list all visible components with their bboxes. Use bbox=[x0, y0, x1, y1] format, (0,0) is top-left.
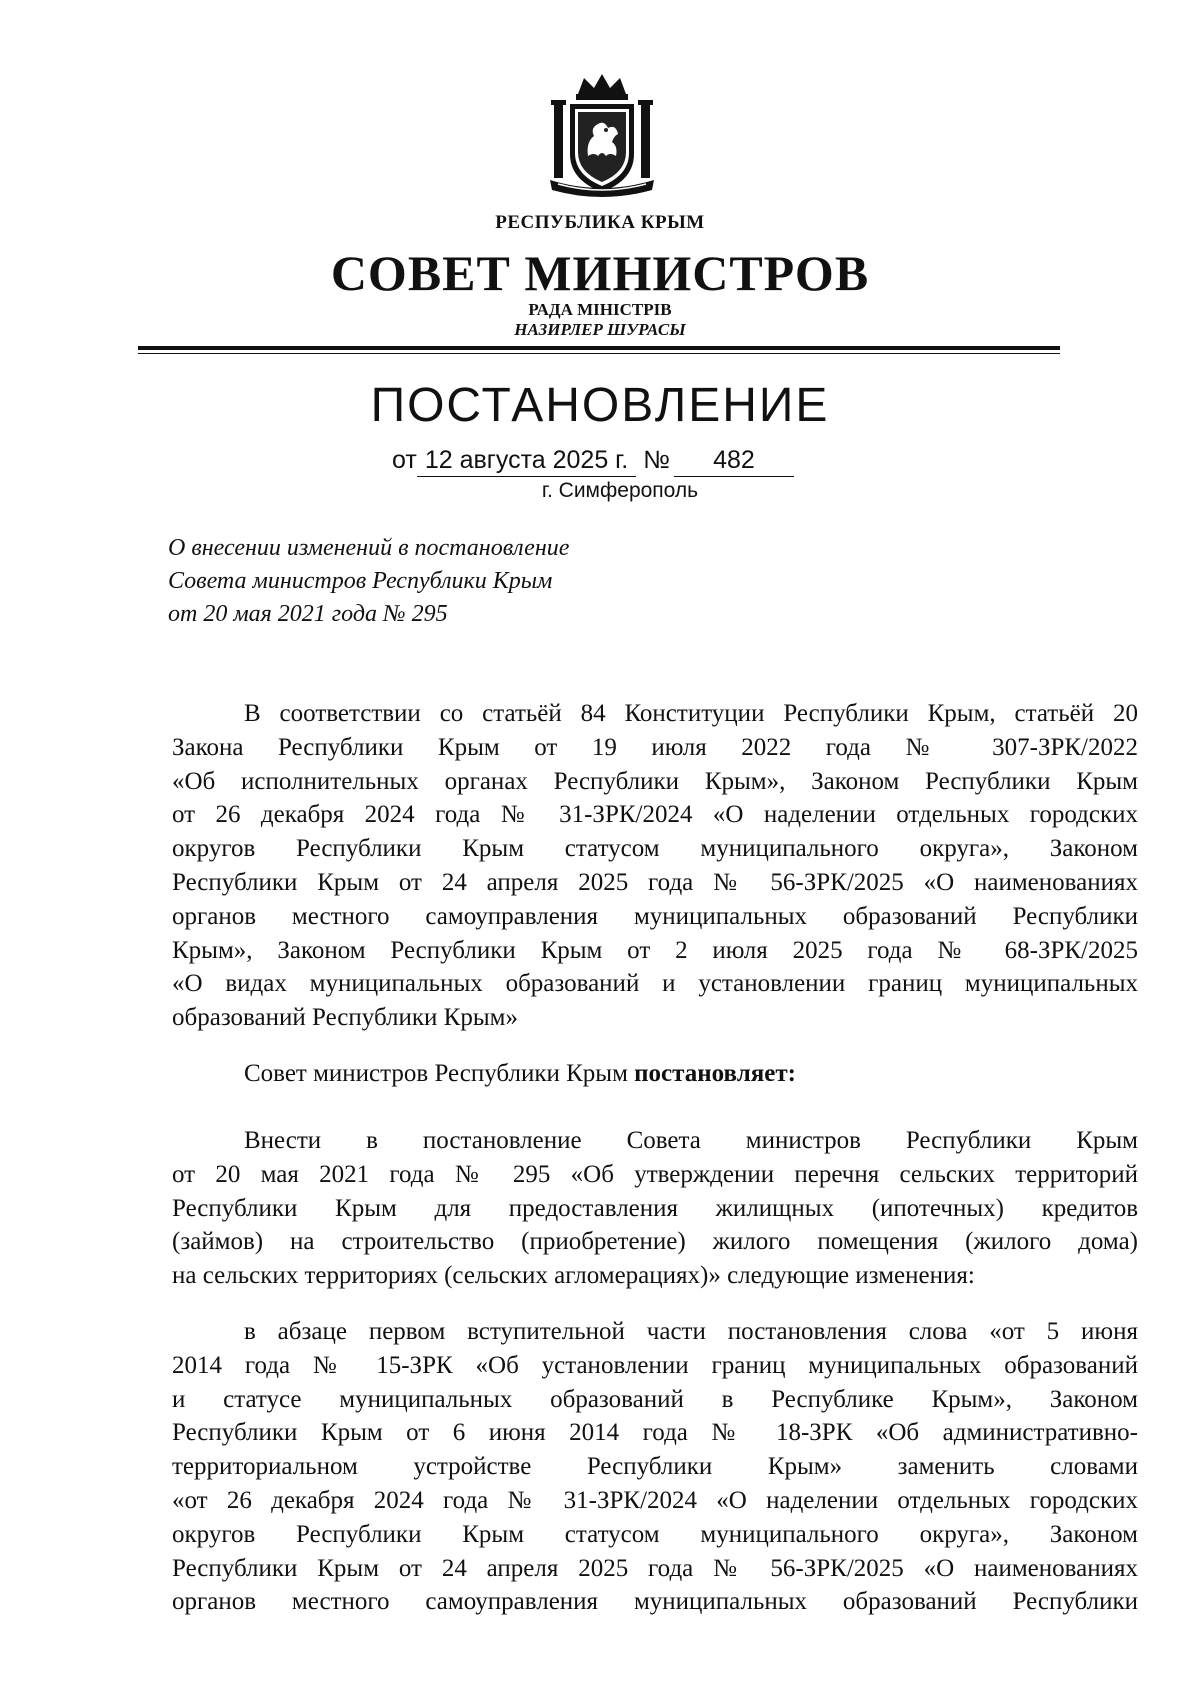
decree-date: 12 августа 2025 г. bbox=[417, 446, 636, 477]
text-line: от 20 мая 2021 года № 295 «Об утверждении перечня сельских территорий bbox=[172, 1160, 1138, 1188]
text-line: 2014 года № 15-ЗРК «Об установлении границ муниципальных образований bbox=[172, 1351, 1138, 1379]
header-divider-thin bbox=[138, 353, 1060, 354]
amend-item-paragraph bbox=[172, 1315, 1138, 1619]
decree-city: г. Симферополь bbox=[541, 479, 699, 502]
text-line: органов местного самоуправления муниципальных образований Республики bbox=[172, 1588, 1138, 1616]
decree-title: ПОСТАНОВЛЕНИЕ bbox=[370, 379, 830, 432]
header-divider-thick bbox=[138, 346, 1060, 350]
subject-line: Совета министров Республики Крым bbox=[168, 568, 553, 594]
crimea-coat-of-arms-icon bbox=[548, 72, 656, 200]
text-line bbox=[172, 1057, 1138, 1091]
text-line: «О видах муниципальных образований и установлении границ муниципальных bbox=[172, 970, 1138, 998]
council-name-crimean-tatar: НАЗИРЛЕР ШУРАСЫ bbox=[514, 320, 686, 339]
text-line: Республики Крым от 24 апреля 2025 года № 56-ЗРК/2025 «О наименованиях bbox=[172, 868, 1138, 896]
text-line: В соответствии со статьёй 84 Конституции Республики Крым, статьёй 20 bbox=[244, 700, 1138, 727]
text-line: «от 26 декабря 2024 года № 31-ЗРК/2024 «О наделении отдельных городских bbox=[172, 1486, 1138, 1514]
text-line: округов Республики Крым статусом муниципального округа», Законом bbox=[172, 1520, 1138, 1548]
text-line: (займов) на строительство (приобретение) жилого помещения (жилого дома) bbox=[172, 1228, 1138, 1256]
number-label: № bbox=[643, 446, 670, 474]
text-line: от 26 декабря 2024 года № 31-ЗРК/2024 «О наделении отдельных городских bbox=[172, 801, 1138, 829]
subject-line: О внесении изменений в постановление bbox=[168, 535, 570, 561]
text-line: Республики Крым от 24 апреля 2025 года № 56-ЗРК/2025 «О наименованиях bbox=[172, 1554, 1138, 1582]
resolves-paragraph bbox=[172, 1057, 1138, 1091]
resolves-text: Совет министров Республики Крым bbox=[244, 1060, 635, 1087]
text-line: округов Республики Крым статусом муниципального округа», Законом bbox=[172, 835, 1138, 863]
text-line: органов местного самоуправления муниципальных образований Республики bbox=[172, 902, 1138, 930]
text-line: Внести в постановление Совета министров Республики Крым bbox=[244, 1127, 1138, 1154]
text-line: на сельских территориях (сельских агломерациях)» следующие изменения: bbox=[172, 1262, 975, 1290]
decree-subject bbox=[168, 532, 569, 631]
preamble-paragraph bbox=[172, 697, 1138, 1035]
decree-number: 482 bbox=[674, 446, 794, 477]
decree-date-number bbox=[392, 446, 794, 477]
subject-line: от 20 мая 2021 года № 295 bbox=[168, 601, 448, 627]
text-line: Республики Крым для предоставления жилищных (ипотечных) кредитов bbox=[172, 1194, 1138, 1222]
from-label: от bbox=[392, 446, 417, 474]
council-name: СОВЕТ МИНИСТРОВ bbox=[330, 245, 870, 301]
amend-intro-paragraph bbox=[172, 1124, 1138, 1293]
text-line: «Об исполнительных органах Республики Крым», Законом Республики Крым bbox=[172, 767, 1138, 795]
republic-name: РЕСПУБЛИКА КРЫМ bbox=[495, 212, 705, 233]
resolves-keyword: постановляет: bbox=[634, 1060, 796, 1087]
text-line: территориальном устройстве Республики Крым» заменить словами bbox=[172, 1453, 1138, 1481]
council-name-ukrainian: РАДА МІНІСТРІВ bbox=[528, 300, 672, 319]
text-line: и статусе муниципальных образований в Республике Крым», Законом bbox=[172, 1385, 1138, 1413]
text-line: Крым», Законом Республики Крым от 2 июля 2025 года № 68-ЗРК/2025 bbox=[172, 936, 1138, 964]
text-line: Закона Республики Крым от 19 июля 2022 года № 307-ЗРК/2022 bbox=[172, 733, 1138, 761]
text-line: Республики Крым от 6 июня 2014 года № 18-ЗРК «Об административно- bbox=[172, 1419, 1138, 1447]
text-line: в абзаце первом вступительной части постановления слова «от 5 июня bbox=[244, 1318, 1138, 1345]
text-line: образований Республики Крым» bbox=[172, 1004, 518, 1032]
